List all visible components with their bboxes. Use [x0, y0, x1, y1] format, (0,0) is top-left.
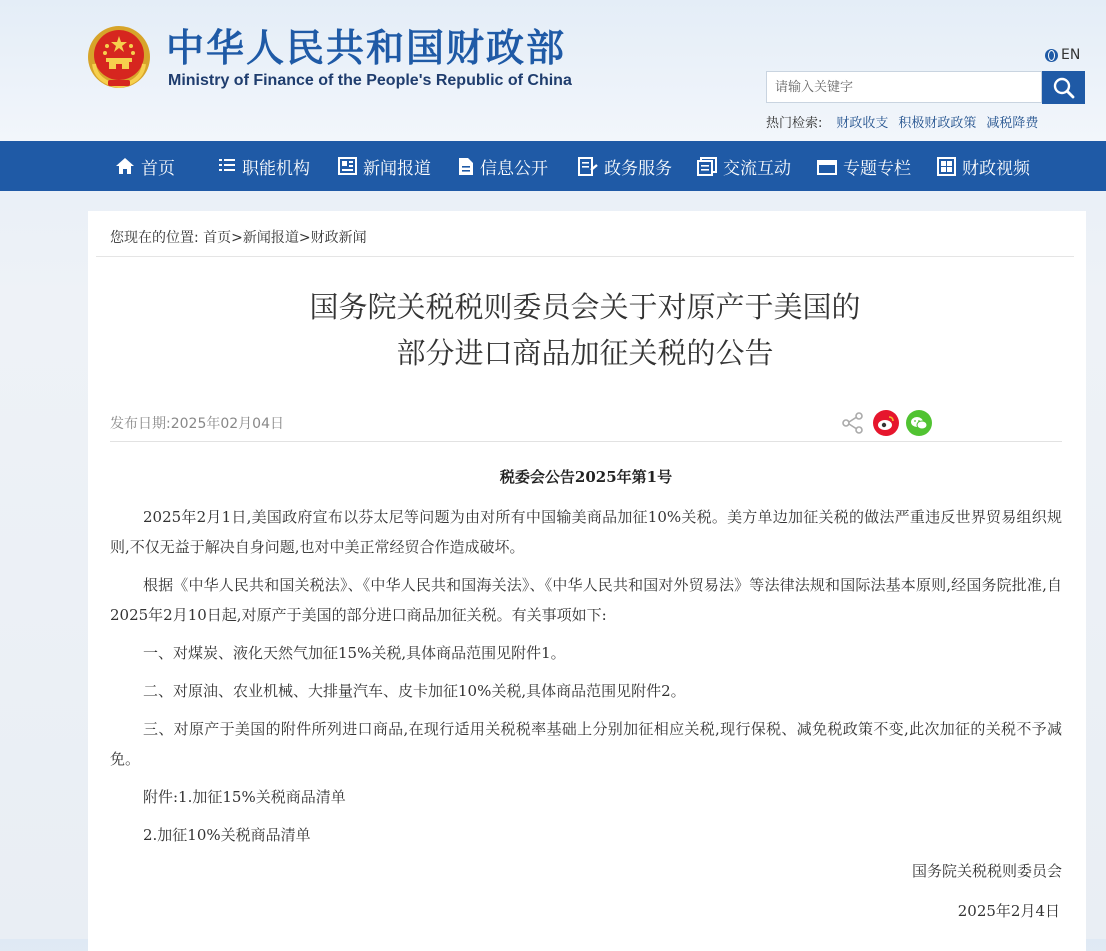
video-grid-icon: [937, 157, 956, 176]
nav-item-label: 专题专栏: [843, 158, 911, 179]
breadcrumb: [110, 227, 367, 247]
language-label: EN: [1061, 47, 1081, 63]
main-nav: [0, 141, 1106, 191]
site-title-en[interactable]: Ministry of Finance of the People's Republic of China: [168, 72, 572, 89]
national-emblem-icon: [86, 24, 152, 90]
nav-item-label: 财政视频: [962, 158, 1030, 179]
search-button[interactable]: [1042, 71, 1085, 104]
article-paragraph: 2025年2月1日,美国政府宣布以芬太尼等问题为由对所有中国输美商品加征10%关税。美方单边加征关税的做法严重违反世界贸易组织规则,不仅无益于解决自身问题,也对中美正常经贸合作造成破坏。: [110, 508, 1062, 556]
nav-item-functions[interactable]: [218, 141, 310, 191]
nav-item-label: 首页: [141, 158, 175, 179]
weibo-icon: [877, 415, 895, 431]
hot-search-link[interactable]: 财政收支: [836, 116, 889, 131]
hot-search-link[interactable]: 减税降费: [986, 116, 1039, 131]
article-body: [110, 502, 1062, 858]
nav-item-topics[interactable]: [817, 141, 911, 191]
nav-item-video[interactable]: [937, 141, 1030, 191]
search-input[interactable]: [766, 71, 1042, 103]
share-bar: [840, 410, 932, 436]
list-icon: [218, 157, 236, 175]
document-icon: [458, 157, 474, 176]
publish-date: 发布日期:2025年02月04日: [110, 416, 284, 432]
home-icon: [115, 157, 135, 175]
site-header: [0, 0, 1106, 141]
nav-item-label: 政务服务: [604, 158, 672, 179]
newspaper-icon: [338, 157, 357, 175]
wechat-share-button[interactable]: [906, 410, 932, 436]
chat-doc-icon: [697, 157, 717, 176]
signature: 国务院关税税则委员会: [911, 862, 1062, 880]
share-icon: [841, 411, 865, 435]
globe-icon: [1045, 49, 1058, 62]
attachment-link[interactable]: 2.加征10%关税商品清单: [143, 826, 311, 844]
attachment-link[interactable]: 附件:1.加征15%关税商品清单: [143, 788, 346, 806]
nav-item-label: 交流互动: [723, 158, 791, 179]
nav-item-interaction[interactable]: [697, 141, 791, 191]
article-paragraph: 一、对煤炭、液化天然气加征15%关税,具体商品范围见附件1。: [143, 644, 566, 662]
nav-item-info[interactable]: [458, 141, 548, 191]
nav-item-label: 信息公开: [480, 158, 548, 179]
weibo-share-button[interactable]: [873, 410, 899, 436]
language-switch[interactable]: [1045, 47, 1080, 63]
article-title-line: 国务院关税税则委员会关于对原产于美国的: [309, 290, 861, 324]
service-doc-icon: [578, 157, 598, 176]
breadcrumb-separator: >: [298, 230, 311, 246]
breadcrumb-prefix: 您现在的位置:: [110, 230, 199, 246]
search-icon: [1053, 77, 1075, 99]
document-number: 税委会公告2025年第1号: [499, 468, 673, 486]
nav-item-news[interactable]: [338, 141, 431, 191]
sign-date: 2025年2月4日: [957, 902, 1060, 920]
divider: [96, 256, 1074, 257]
nav-item-home[interactable]: [115, 141, 175, 191]
hot-search-label: 热门检索:: [766, 116, 823, 131]
nav-item-label: 新闻报道: [363, 158, 431, 179]
breadcrumb-separator: >: [231, 230, 243, 246]
article-paragraph: 三、对原产于美国的附件所列进口商品,在现行适用关税税率基础上分别加征相应关税,现行保税、减免税政策不变,此次加征的关税不予减免。: [110, 720, 1062, 768]
breadcrumb-news[interactable]: 新闻报道: [242, 230, 299, 246]
breadcrumb-home[interactable]: 首页: [203, 230, 232, 246]
article-paragraph: 根据《中华人民共和国关税法》、《中华人民共和国海关法》、《中华人民共和国对外贸易法》等法律法规和国际法基本原则,经国务院批准,自2025年2月10日起,对原产于美国的部分进口商品加征关税。有关事项如下:: [110, 576, 1062, 624]
share-button[interactable]: [840, 410, 866, 436]
article-title-line: 部分进口商品加征关税的公告: [396, 336, 774, 370]
breadcrumb-finance-news[interactable]: 财政新闻: [310, 230, 367, 246]
nav-item-services[interactable]: [578, 141, 672, 191]
wechat-icon: [910, 415, 928, 431]
article-paragraph: 二、对原油、农业机械、大排量汽车、皮卡加征10%关税,具体商品范围见附件2。: [143, 682, 686, 700]
article-title: [200, 284, 970, 376]
hot-search: [766, 112, 1038, 131]
window-icon: [817, 158, 837, 175]
nav-item-label: 职能机构: [242, 158, 310, 179]
hot-search-link[interactable]: 积极财政政策: [898, 116, 977, 131]
divider: [110, 441, 1062, 442]
site-title-cn[interactable]: 中华人民共和国财政部: [166, 26, 567, 70]
